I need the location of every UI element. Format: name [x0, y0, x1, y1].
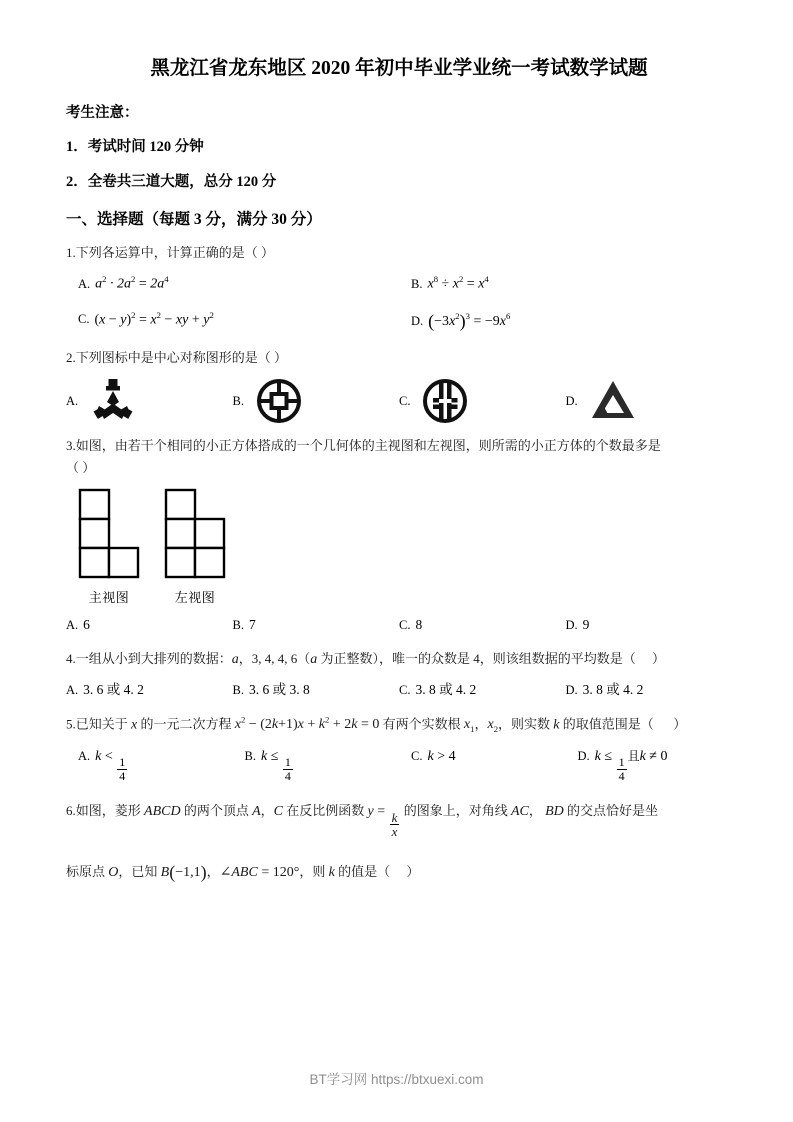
question-2-option-a[interactable]	[66, 376, 233, 426]
option-label: D.	[565, 682, 578, 697]
circle-bar-split-icon	[420, 376, 470, 426]
question-2-option-c[interactable]	[399, 376, 566, 426]
option-label: C.	[399, 393, 411, 408]
question-4-option-a[interactable]	[66, 681, 233, 700]
option-label: C.	[399, 682, 411, 697]
question-2-option-b[interactable]	[233, 376, 400, 426]
question-3-option-a[interactable]	[66, 616, 233, 635]
option-label: D.	[411, 313, 424, 328]
option-text: 3. 6 或 3. 8	[248, 681, 310, 697]
option-label: B.	[411, 277, 423, 292]
option-expression: $(x - y)^2 = x^2$ − xy + $y^2$	[94, 309, 214, 328]
question-1-options-2	[66, 309, 732, 334]
question-1-option-a[interactable]	[66, 273, 411, 294]
notice-item-1: 1．考试时间 120 分钟	[66, 139, 204, 156]
option-expression: $a^2 \cdot 2a^2 = 2a^4$	[95, 274, 169, 293]
side-view-figure	[164, 488, 226, 606]
option-label: A.	[66, 618, 79, 633]
question-4-option-c[interactable]	[399, 681, 566, 700]
question-3-option-d[interactable]	[566, 616, 733, 635]
question-3-options	[66, 616, 732, 635]
option-text: 7	[248, 617, 256, 633]
option-label: A.	[66, 682, 79, 697]
option-expression: k ≤ $\frac{1}{4}$	[260, 748, 291, 783]
option-label: D.	[565, 618, 578, 633]
question-4-options	[66, 681, 732, 700]
option-text: 3. 8 或 4. 2	[582, 681, 644, 697]
question-3-stem-cont: （ ）	[66, 460, 96, 476]
option-label: A.	[78, 748, 91, 763]
question-1-option-d[interactable]	[411, 309, 744, 334]
option-expression: k ≤ $\frac{1}{4}$ 且k ≠ 0	[594, 748, 668, 783]
front-view-grid	[78, 488, 140, 580]
footer-watermark: BT学习网 https://btxuexi.com	[309, 1072, 484, 1087]
question-5-option-c[interactable]	[411, 747, 578, 767]
option-label: C.	[411, 748, 423, 763]
question-2-stem: 2.下列图标中是中心对称图形的是（ ）	[66, 349, 288, 365]
question-2-options	[66, 376, 732, 426]
option-expression: $x^8 \div x^2 = x^4$	[427, 274, 489, 293]
notice-heading: 考生注意：	[66, 105, 139, 122]
question-1-option-b[interactable]	[411, 273, 744, 294]
option-label: B.	[244, 748, 256, 763]
front-view-caption: 主视图	[88, 590, 130, 606]
side-view-grid	[164, 488, 226, 580]
question-1-options	[66, 273, 732, 294]
question-2-option-d[interactable]	[566, 376, 733, 426]
option-label: D.	[577, 748, 590, 763]
side-view-caption: 左视图	[174, 590, 216, 606]
option-expression: $(-3x^2)^3 = -9x^6$	[428, 310, 511, 331]
option-label: B.	[232, 618, 244, 633]
option-label: A.	[66, 393, 79, 408]
question-4-option-b[interactable]	[233, 681, 400, 700]
notice-item-2: 2．全卷共三道大题，总分 120 分	[66, 174, 277, 191]
triangle-loop-icon	[588, 376, 638, 426]
question-4-option-d[interactable]	[566, 681, 733, 700]
coin-square-circle-icon	[254, 376, 304, 426]
option-text: 8	[415, 617, 423, 633]
option-label: D.	[565, 393, 578, 408]
page-title: 黑龙江省龙东地区 2020 年初中毕业学业统一考试数学试题	[150, 58, 648, 79]
option-text: 3. 6 或 4. 2	[83, 681, 144, 697]
question-4-stem: 4.一组从小到大排列的数据：a，3, 4, 4, 6（a 为正整数），唯一的众数是 4，则该组数据的平均数是（ ）	[66, 651, 666, 668]
option-expression: k > 4	[427, 748, 456, 764]
question-1-option-c[interactable]	[66, 309, 411, 330]
option-text: 3. 8 或 4. 2	[415, 681, 477, 697]
option-label: C.	[399, 618, 411, 633]
option-expression: k < $\frac{1}{4}$	[95, 748, 126, 783]
question-5-stem: 5.已知关于 x 的一元二次方程 $x^2 - (2k+1)x + k^2 + 2k = 0$ 有两个实数根 $x_1$，$x_2$，则实数 k 的取值范围是（ ）	[66, 714, 687, 735]
question-1-stem: 1.下列各运算中，计算正确的是（ ）	[66, 245, 275, 261]
option-text: 6	[83, 617, 90, 633]
question-3-figures	[78, 488, 732, 606]
question-6-stem-cont: 标原点 O，已知 B(−1,1)，∠ABC = 120°，则 k 的值是（ ）	[66, 861, 420, 882]
option-label: C.	[78, 312, 90, 327]
question-5-option-d[interactable]	[578, 747, 745, 783]
question-3-option-b[interactable]	[233, 616, 400, 635]
question-6-stem: 6.如图，菱形 ABCD 的两个顶点 A，C 在反比例函数 y = $\frac{k}{x}$ 的图象上，对角线 AC， BD 的交点恰好是坐	[66, 802, 659, 840]
question-5-options	[66, 747, 732, 783]
question-5-option-a[interactable]	[66, 747, 245, 783]
question-3-stem: 3.如图，由若干个相同的小正方体搭成的一个几何体的主视图和左视图，则所需的小正方体的个数最多是	[66, 438, 661, 454]
option-label: A.	[78, 277, 91, 292]
front-view-figure	[78, 488, 140, 606]
page-content	[66, 56, 732, 893]
option-label: B.	[232, 682, 244, 697]
option-label: B.	[232, 393, 244, 408]
section-heading: 一、选择题（每题 3 分，满分 30 分）	[66, 211, 322, 229]
option-text: 9	[582, 617, 590, 633]
three-fold-rotor-icon	[88, 376, 138, 426]
question-3-option-c[interactable]	[399, 616, 566, 635]
question-5-option-b[interactable]	[245, 747, 412, 783]
